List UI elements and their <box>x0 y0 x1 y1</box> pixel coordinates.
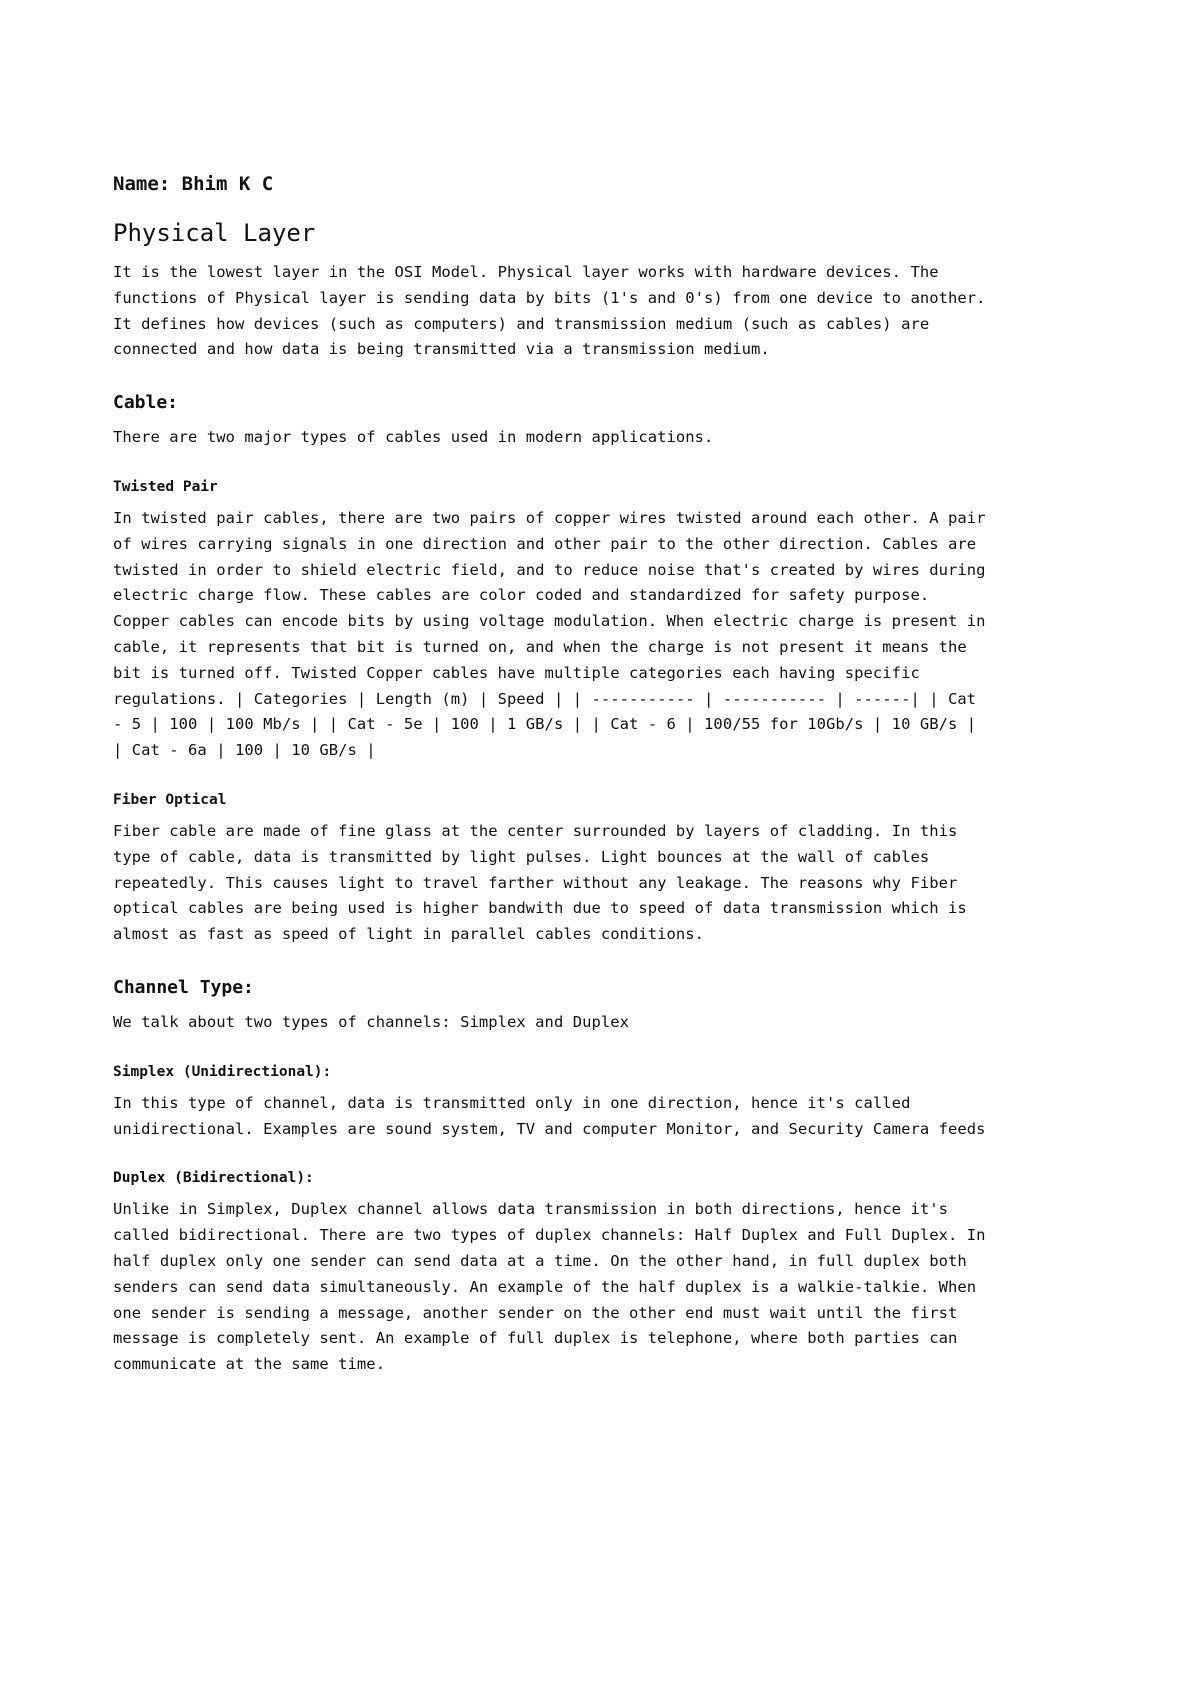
page-title: Physical Layer <box>113 219 316 247</box>
document-page <box>113 172 1013 1396</box>
twisted-pair-body: In twisted pair cables, there are two pairs of copper wires twisted around each other. A pair of wires carrying signals in one direction and other pair to the other direction. Cables are twisted in order to shield electric field, and to reduce noise that's created by wires during electric charge flow. These cables are color coded and standardized for safety purpose. Copper cables can encode bits by using voltage modulation. When electric charge is present in cable, it represents that bit is turned on, and when the charge is not present it means the bit is turned off. Twisted Copper cables have multiple categories each having specific regulations. | Categories | Length (m) | Speed | | ----------- | ----------- | ------| | Cat - 5 | 100 | 100 Mb/s | | Cat - 5e | 100 | 1 GB/s | | Cat - 6 | 100/55 for 10Gb/s | 10 GB/s | | Cat - 6a | 100 | 10 GB/s | <box>113 508 986 760</box>
cable-intro: There are two major types of cables used in modern applications. <box>113 428 714 447</box>
cable-heading: Cable: <box>113 392 179 414</box>
intro-paragraph: It is the lowest layer in the OSI Model. Physical layer works with hardware devices. The functions of Physical layer is sending data by bits (1's and 0's) from one device to another. It defines how devices (such as computers) and transmission medium (such as cables) are connected and how data is being transmitted via a transmission medium. <box>113 263 986 359</box>
simplex-heading: Simplex (Unidirectional): <box>113 1063 332 1080</box>
twisted-pair-heading: Twisted Pair <box>113 478 218 495</box>
duplex-body: Unlike in Simplex, Duplex channel allows data transmission in both directions, hence it's called bidirectional. There are two types of duplex channels: Half Duplex and Full Duplex. In half duplex only one sender can send data at a time. On the other hand, in full duplex both senders can send data simultaneously. An example of the half duplex is a walkie-talkie. When one sender is sending a message, another sender on the other end must wait until the first message is completely sent. An example of full duplex is telephone, where both parties can communicate at the same time. <box>113 1200 986 1374</box>
author-name: Name: Bhim K C <box>113 173 274 195</box>
fiber-optical-heading: Fiber Optical <box>113 791 227 808</box>
duplex-heading: Duplex (Bidirectional): <box>113 1170 314 1187</box>
simplex-body: In this type of channel, data is transmitted only in one direction, hence it's called unidirectional. Examples are sound system, TV and computer Monitor, and Security Camera feeds <box>113 1093 986 1138</box>
channel-type-heading: Channel Type: <box>113 976 254 998</box>
fiber-optical-body: Fiber cable are made of fine glass at the center surrounded by layers of cladding. In this type of cable, data is transmitted by light pulses. Light bounces at the wall of cables repeatedly. This causes light to travel farther without any leakage. The reasons why Fiber optical cables are being used is higher bandwith due to speed of data transmission which is almost as fast as speed of light in parallel cables conditions. <box>113 821 967 944</box>
channel-type-intro: We talk about two types of channels: Simplex and Duplex <box>113 1012 629 1031</box>
